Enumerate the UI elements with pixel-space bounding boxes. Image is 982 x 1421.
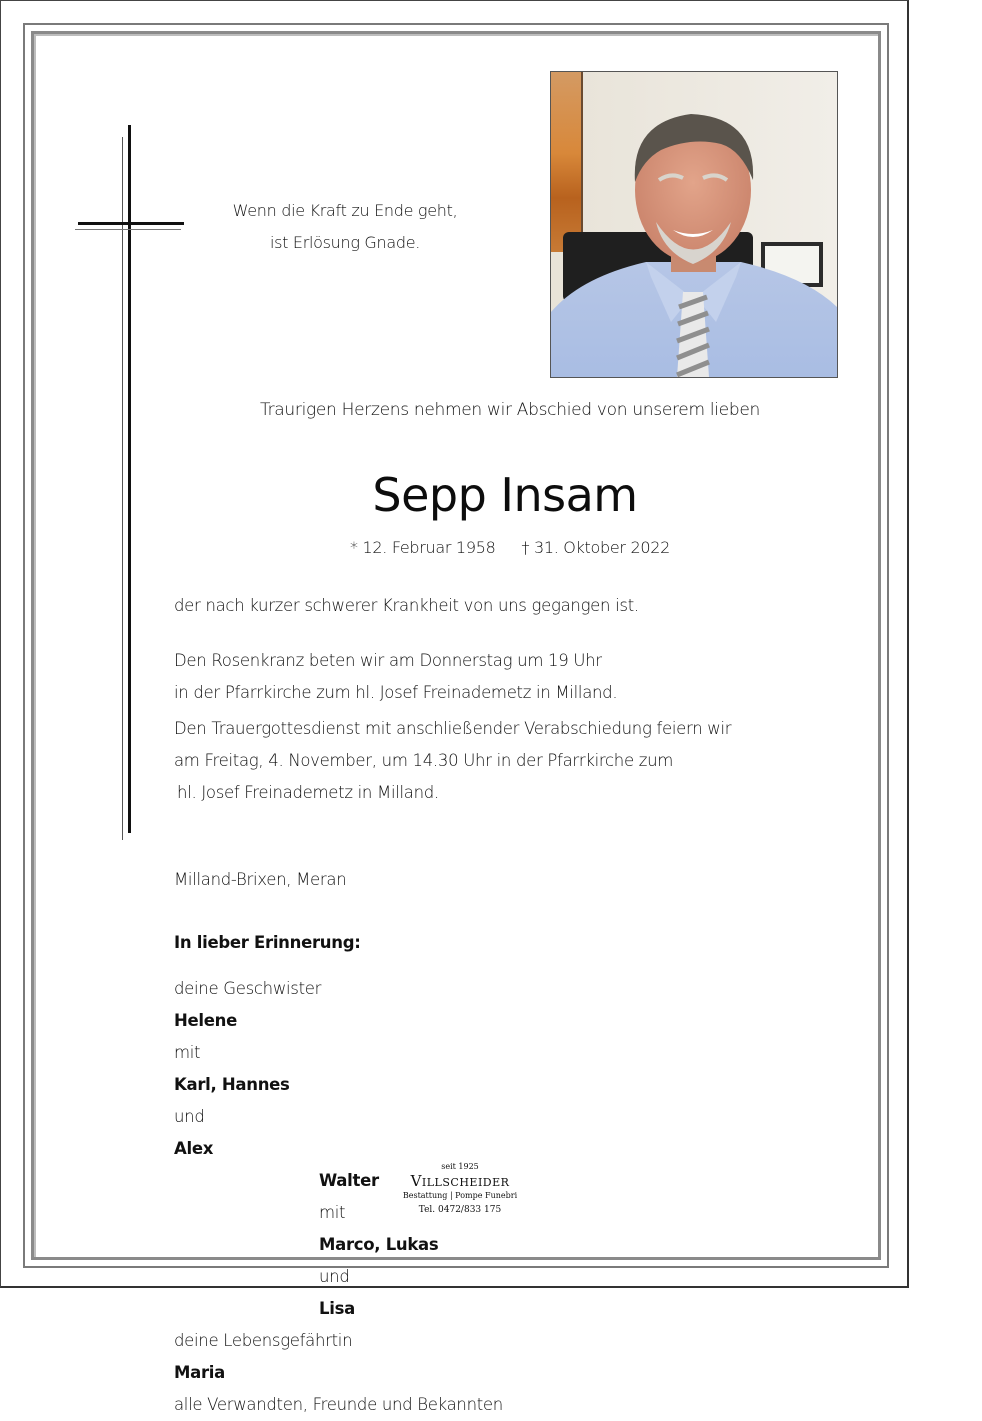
mourner-name: Alex bbox=[174, 1139, 214, 1158]
death-date: † 31. Oktober 2022 bbox=[521, 538, 670, 557]
rosary-line-1: Den Rosenkranz beten wir am Donnerstag um 19 Uhr bbox=[174, 651, 602, 670]
funeral-home-tagline: Bestattung | Pompe Funebri bbox=[402, 1191, 518, 1200]
service-line-1: Den Trauergottesdienst mit anschließender Verabschiedung feiern wir bbox=[174, 719, 732, 738]
cross-horizontal-thin-line bbox=[75, 229, 181, 230]
verse-line-2: ist Erlösung Gnade. bbox=[269, 233, 421, 252]
mourner-name: Walter bbox=[319, 1171, 379, 1190]
funeral-home-logo bbox=[380, 1162, 540, 1218]
mourner-name: Maria bbox=[174, 1363, 225, 1382]
life-dates bbox=[300, 538, 720, 557]
passing-line: der nach kurzer schwerer Krankheit von uns gegangen ist. bbox=[174, 596, 639, 615]
mourners-text: und bbox=[319, 1267, 350, 1286]
deceased-name: Sepp Insam bbox=[372, 468, 638, 522]
mourners-text: deine Geschwister bbox=[174, 979, 322, 998]
memorial-verse bbox=[230, 195, 460, 259]
mourner-name: Helene bbox=[174, 1011, 237, 1030]
funeral-home-since: seit 1925 bbox=[441, 1162, 479, 1171]
mourners-text: deine Lebensgefährtin bbox=[174, 1331, 353, 1350]
mourners-line-partner bbox=[174, 1325, 503, 1389]
mourner-name: Karl, Hannes bbox=[174, 1075, 290, 1094]
cross-vertical-thick-line bbox=[128, 125, 131, 833]
verse-line-1: Wenn die Kraft zu Ende geht, bbox=[232, 201, 458, 220]
cross-vertical-thin-line bbox=[122, 137, 123, 840]
passing-paragraph bbox=[174, 590, 639, 622]
mourner-name: Lisa bbox=[319, 1299, 355, 1318]
funeral-home-name: Villscheider bbox=[410, 1172, 510, 1190]
remembrance-heading bbox=[174, 927, 361, 959]
mourners-text: und bbox=[174, 1107, 205, 1126]
rosary-line-2: in der Pfarrkirche zum hl. Josef Freinademetz in Milland. bbox=[174, 683, 618, 702]
farewell-intro: Traurigen Herzens nehmen wir Abschied von unserem lieben bbox=[260, 400, 760, 420]
place-text: Milland-Brixen, Meran bbox=[174, 870, 347, 889]
portrait-illustration bbox=[551, 72, 837, 377]
place-line bbox=[174, 864, 346, 896]
remembrance-heading-text: In lieber Erinnerung: bbox=[174, 933, 361, 952]
mourners-text: mit bbox=[174, 1043, 201, 1062]
funeral-home-phone: Tel. 0472/833 175 bbox=[418, 1205, 502, 1215]
cross-horizontal-thick-line bbox=[78, 222, 184, 225]
service-line-2: am Freitag, 4. November, um 14.30 Uhr in der Pfarrkirche zum bbox=[174, 751, 674, 770]
portrait-photo bbox=[550, 71, 838, 378]
birth-date: * 12. Februar 1958 bbox=[350, 538, 496, 557]
mourners-line-others: alle Verwandten, Freunde und Bekannten bbox=[174, 1395, 503, 1414]
service-paragraph bbox=[174, 713, 731, 809]
service-line-3: hl. Josef Freinademetz in Milland. bbox=[177, 783, 439, 802]
mourners-text: mit bbox=[319, 1203, 346, 1222]
mourner-name: Marco, Lukas bbox=[319, 1235, 439, 1254]
rosary-paragraph bbox=[174, 645, 617, 709]
mourners-line-siblings-1 bbox=[174, 973, 503, 1165]
